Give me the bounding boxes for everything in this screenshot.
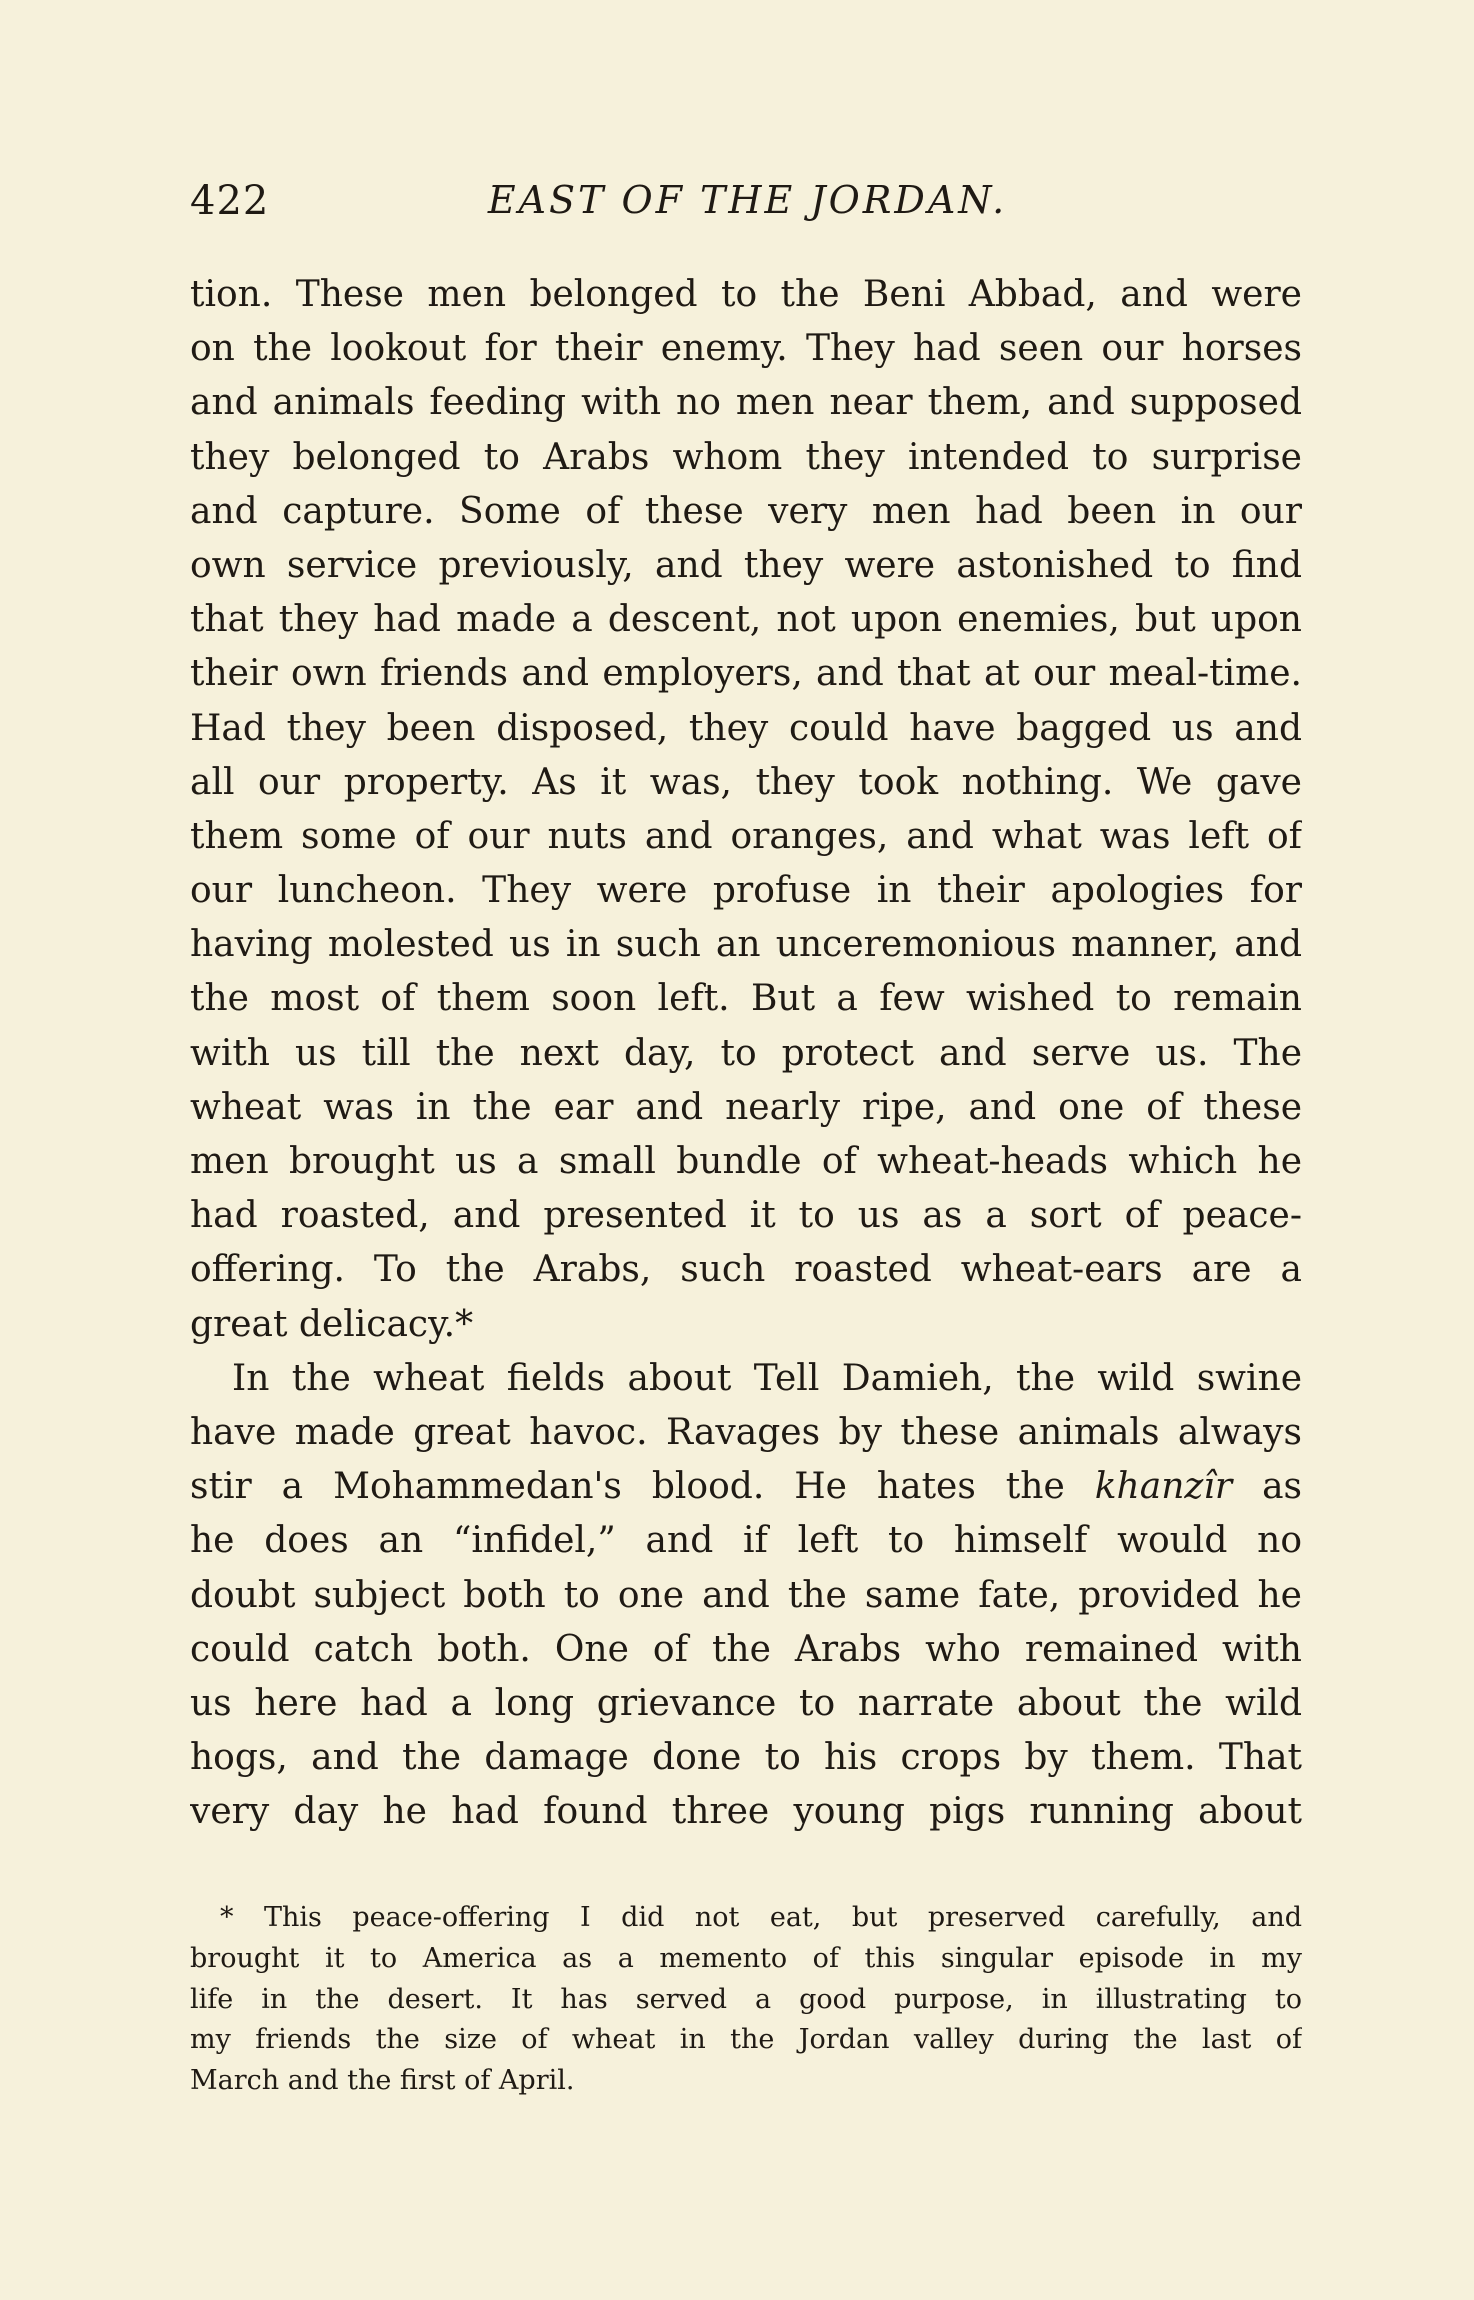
- text-line: great delicacy.*: [190, 1303, 474, 1345]
- text-line: having molested us in such an unceremonious manner, and: [190, 924, 1302, 966]
- text-line: could catch both. One of the Arabs who remained with: [190, 1628, 1302, 1670]
- text-line: all our property. As it was, they took nothing. We gave: [190, 761, 1302, 803]
- text-segment: stir a Mohammedan's blood. He hates the: [190, 1466, 1065, 1508]
- text-line: In the wheat fields about Tell Damieh, the wild swine: [232, 1357, 1302, 1399]
- text-line: us here had a long grievance to narrate about the wild: [190, 1682, 1302, 1724]
- text-line: tion. These men belonged to the Beni Abbad, and were: [190, 274, 1302, 315]
- running-head: EAST OF THE JORDAN.: [487, 178, 1008, 222]
- text-line: he does an “infidel,” and if left to himself would no: [190, 1520, 1302, 1562]
- text-line: wheat was in the ear and nearly ripe, and one of these: [190, 1086, 1302, 1128]
- footnote-line: life in the desert. It has served a good purpose, in illustrating to: [190, 1983, 1302, 2015]
- footnote-line: * This peace-offering I did not eat, but preserved carefully, and: [220, 1902, 1302, 1933]
- body-text: [190, 268, 1302, 1839]
- text-line-with-italic: [190, 1460, 1302, 1514]
- text-line: had roasted, and presented it to us as a sort of peace-: [190, 1195, 1302, 1237]
- text-line: our luncheon. They were profuse in their apologies for: [190, 870, 1302, 912]
- text-line: and capture. Some of these very men had been in our: [190, 490, 1302, 532]
- footnote-line: March and the first of April.: [190, 2065, 575, 2097]
- text-line: their own friends and employers, and that at our meal-time.: [190, 653, 1302, 695]
- text-line: own service previously, and they were astonished to find: [190, 544, 1302, 586]
- text-line: they belonged to Arabs whom they intended to surprise: [190, 436, 1302, 478]
- text-line: men brought us a small bundle of wheat-heads which he: [190, 1141, 1302, 1182]
- footnote-line: my friends the size of wheat in the Jordan valley during the last of: [190, 2024, 1302, 2056]
- page-header: [190, 178, 1305, 232]
- text-line: and animals feeding with no men near them, and supposed: [190, 382, 1302, 424]
- text-line: very day he had found three young pigs running about: [190, 1791, 1302, 1833]
- italic-word: khanzîr: [1094, 1466, 1233, 1508]
- text-line: with us till the next day, to protect and serve us. The: [190, 1032, 1302, 1074]
- footnote: [190, 1898, 1302, 2102]
- text-line: on the lookout for their enemy. They had seen our horses: [190, 328, 1302, 370]
- text-line: them some of our nuts and oranges, and what was left of: [190, 815, 1302, 857]
- text-line: hogs, and the damage done to his crops by them. That: [190, 1737, 1302, 1779]
- text-line: that they had made a descent, not upon enemies, but upon: [190, 599, 1302, 641]
- text-segment: as: [1262, 1466, 1302, 1508]
- text-line: Had they been disposed, they could have bagged us and: [190, 707, 1302, 749]
- text-line: doubt subject both to one and the same fate, provided he: [190, 1574, 1302, 1616]
- page-number: 422: [190, 178, 270, 224]
- text-line: the most of them soon left. But a few wished to remain: [190, 978, 1302, 1020]
- footnote-line: brought it to America as a memento of this singular episode in my: [190, 1942, 1302, 1974]
- text-line: have made great havoc. Ravages by these animals always: [190, 1411, 1302, 1453]
- text-line: offering. To the Arabs, such roasted wheat-ears are a: [190, 1249, 1302, 1291]
